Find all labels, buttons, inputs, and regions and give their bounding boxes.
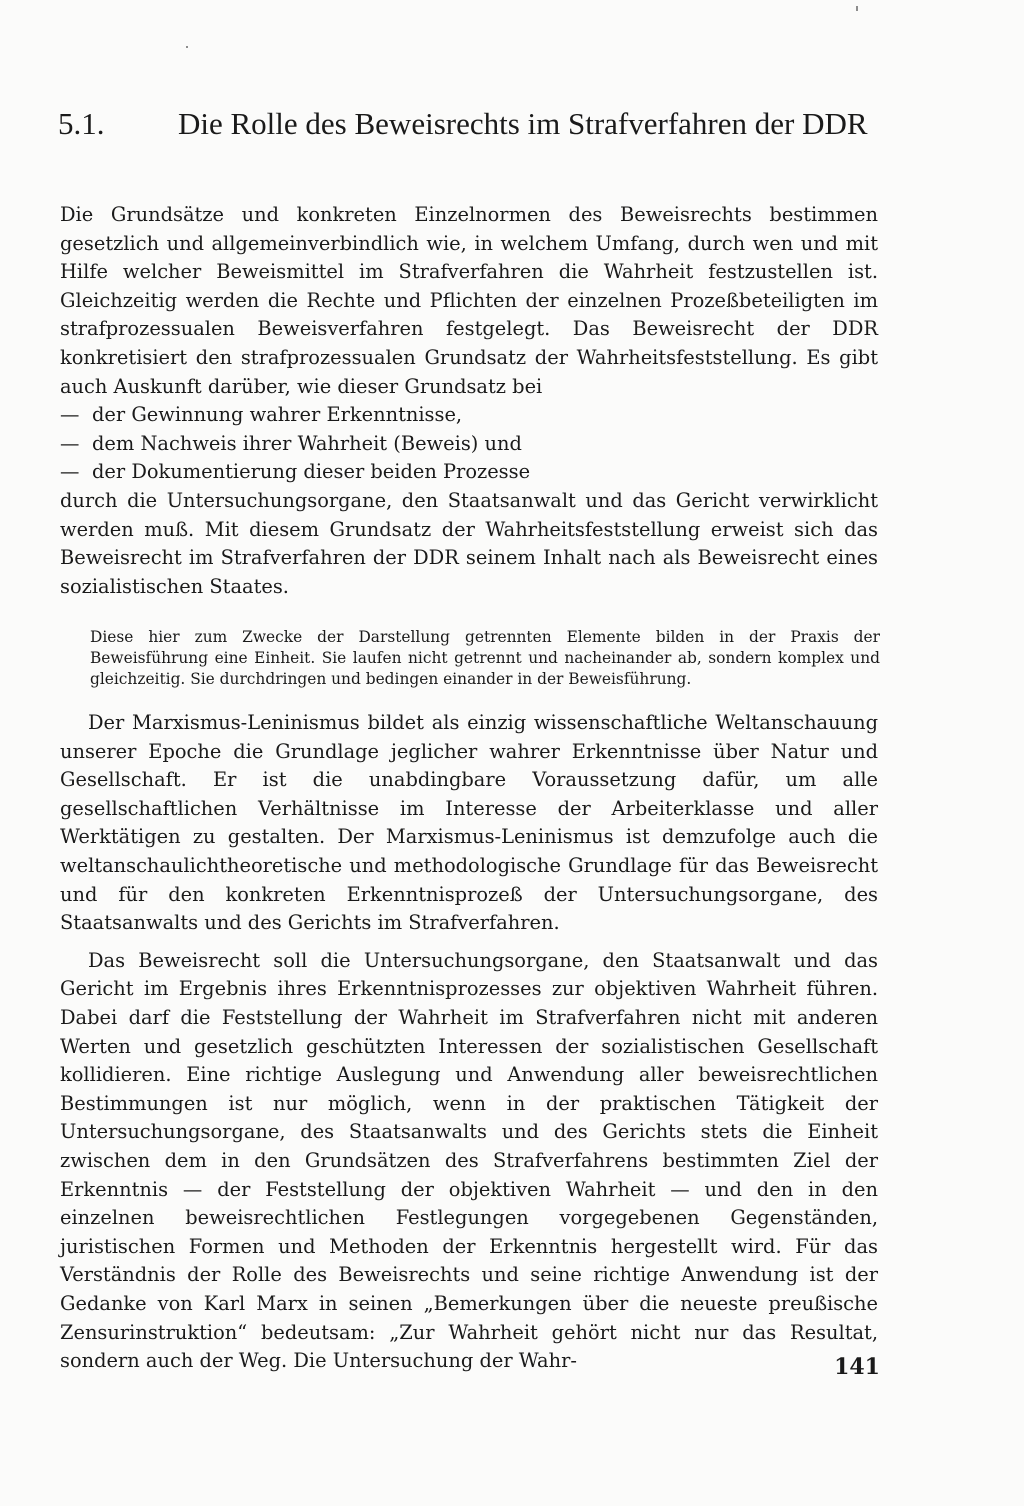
dash-list (60, 401, 878, 487)
dash-marker: — (60, 403, 80, 427)
list-item (60, 430, 878, 459)
section-number: 5.1. (58, 106, 105, 141)
section-heading (58, 104, 938, 144)
dash-marker: — (60, 460, 80, 484)
paragraph-marxismus: Der Marxismus-Leninismus bildet als einzig wissenschaftliche Weltanschauung unserer Epoche die Grundlage jeglicher wahrer Erkenntnisse über Natur und Gesellschaft. Er ist die unabdingbare Voraussetzung dafür, um alle gesellschaftlichen Verhältnisse im Interesse der Arbeiterklasse und aller Werktätigen zu gestalten. Der Marxismus-Leninismus ist demzufolge auch die weltanschaulichtheoretische und methodologische Grundlage für das Beweisrecht und für den konkreten Erkenntnisprozeß der Untersuchungsorgane, des Staatsanwalts und des Gerichts im Strafverfahren. (60, 711, 878, 935)
paragraph-beweisrecht: Das Beweisrecht soll die Untersuchungsorgane, den Staatsanwalt und das Gericht im Ergebnis ihres Erkenntnisprozesses zur objektiven Wahrheit führen. Dabei darf die Feststellung der Wahrheit im Strafverfahren nicht mit anderen Werten und gesetzlich geschützten Interessen der sozialistischen Gesellschaft kollidieren. Eine richtige Auslegung und Anwendung aller beweisrechtlichen Bestimmungen ist nur möglich, wenn in der praktischen Tätigkeit der Untersuchungsorgane, des Staatsanwalts und des Gerichts stets die Einheit zwischen dem in den Grundsätzen des Strafverfahrens bestimmten Ziel der Erkenntnis — der Feststellung der objektiven Wahrheit — und den in den einzelnen beweisrechtlichen Festlegungen vorgegebenen Gegenständen, juristischen Formen und Methoden der Erkenntnis hergestellt wird. Für das Verständnis der Rolle des Beweisrechts und seine richtige Anwendung ist der Gedanke von Karl Marx in seinen „Bemerkungen über die neueste preußische Zensurinstruktion“ bedeutsam: „Zur Wahrheit gehört nicht nur das Resultat, sondern auch der Weg. Die Untersuchung der Wahr- (60, 948, 878, 1373)
list-item-text: dem Nachweis ihrer Wahrheit (Beweis) und (92, 431, 522, 455)
note-text: Diese hier zum Zwecke der Darstellung getrennten Elemente bilden in der Praxis der Beweisführung eine Einheit. Sie laufen nicht getrennt und nacheinander ab, sondern komplex und gleichzeitig. Sie durchdringen und bedingen einander in der Beweisführung. (90, 628, 880, 688)
list-item (60, 401, 878, 430)
paragraph-intro: Die Grundsätze und konkreten Einzelnormen des Beweisrechts bestimmen gesetzlich und allgemeinverbindlich wie, in welchem Umfang, durch wen und mit Hilfe welcher Beweismittel im Strafverfahren die Wahrheit festzustellen ist. Gleichzeitig werden die Rechte und Pflichten der einzelnen Prozeßbeteiligten im strafprozessualen Beweisverfahren festgelegt. Das Beweisrecht der DDR konkretisiert den strafprozessualen Grundsatz der Wahrheitsfeststellung. Es gibt auch Auskunft darüber, wie dieser Grundsatz bei (60, 203, 878, 398)
paragraph-continuation: durch die Untersuchungsorgane, den Staatsanwalt und das Gericht verwirklicht werden muß. Mit diesem Grundsatz der Wahrheitsfeststellung erweist sich das Beweisrecht im Strafverfahren der DDR seinem Inhalt nach als Beweisrecht eines sozialistischen Staates. (60, 488, 878, 598)
section-title: Die Rolle des Beweisrechts im Strafverfahren der DDR (178, 106, 868, 141)
dash-marker: — (60, 431, 80, 455)
list-item-text: der Dokumentierung dieser beiden Prozesse (92, 460, 531, 484)
list-item (60, 458, 878, 487)
page-number: 141 (834, 1354, 880, 1380)
main-text (60, 201, 878, 1376)
scan-speck (186, 46, 188, 48)
list-item-text: der Gewinnung wahrer Erkenntnisse, (92, 403, 463, 427)
scan-speck (856, 6, 858, 11)
